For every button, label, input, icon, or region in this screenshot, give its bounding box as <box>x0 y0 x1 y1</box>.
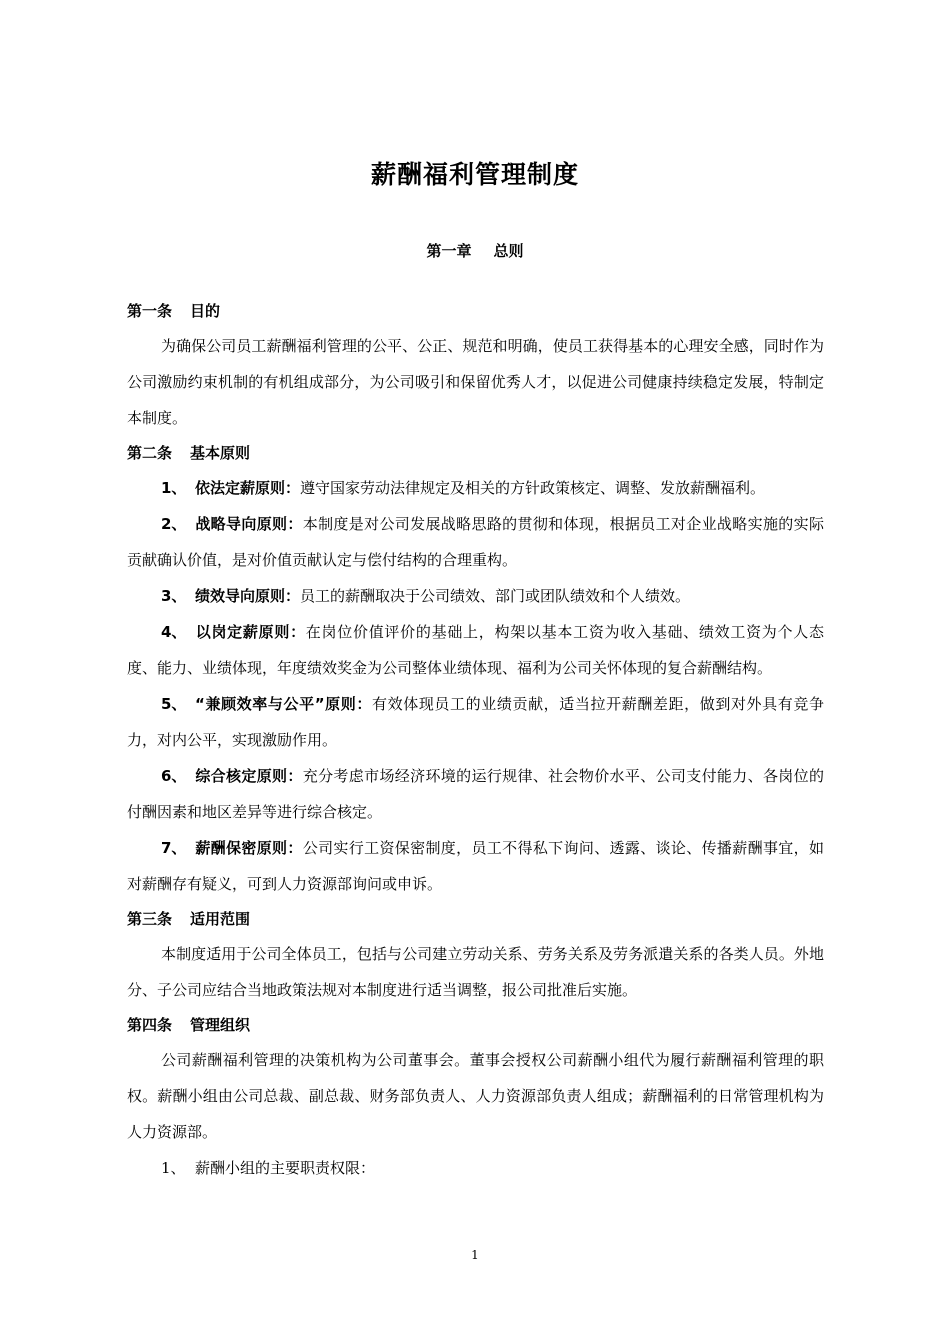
document-body <box>127 294 824 1186</box>
article-heading <box>127 902 824 936</box>
paragraph: 本制度适用于公司全体员工，包括与公司建立劳动关系、劳务关系及劳务派遣关系的各类人员。外地分、子公司应结合当地政策法规对本制度进行适当调整，报公司批准后实施。 <box>127 945 824 999</box>
article-name: 管理组织 <box>190 1016 251 1034</box>
item-text: 充分考虑市场经济环境的运行规律、社会物价水平、公司支付能力、各岗位的付酬因素和地区差异等进行综合核定。 <box>127 767 824 821</box>
chapter-name: 总则 <box>493 242 524 260</box>
item-text: 薪酬小组的主要职责权限： <box>195 1159 376 1177</box>
list-item <box>127 830 824 902</box>
list-item <box>127 758 824 830</box>
article-heading <box>127 294 824 328</box>
paragraph: 为确保公司员工薪酬福利管理的公平、公正、规范和明确，使员工获得基本的心理安全感，同时作为公司激励约束机制的有机组成部分，为公司吸引和保留优秀人才，以促进公司健康持续稳定发展，特制定本制度。 <box>127 337 824 427</box>
article-number: 第二条 <box>127 444 173 462</box>
item-lead: 薪酬保密原则： <box>195 839 303 857</box>
article-name: 目的 <box>190 302 221 320</box>
item-number: 4、 <box>161 623 187 641</box>
chapter-heading <box>0 240 950 261</box>
list-item <box>127 470 824 506</box>
item-number: 1、 <box>161 1159 186 1177</box>
document-title: 薪酬福利管理制度 <box>370 160 579 189</box>
item-number: 3、 <box>161 587 187 605</box>
item-lead: 战略导向原则： <box>195 515 303 533</box>
page-number: 1 <box>471 1248 479 1262</box>
item-number: 7、 <box>161 839 187 857</box>
list-item <box>127 614 824 686</box>
paragraph: 公司薪酬福利管理的决策机构为公司董事会。董事会授权公司薪酬小组代为履行薪酬福利管理的职权。薪酬小组由公司总裁、副总裁、财务部负责人、人力资源部负责人组成；薪酬福利的日常管理机构为人力资源部。 <box>127 1051 824 1141</box>
article-number: 第四条 <box>127 1016 173 1034</box>
item-text: 在岗位价值评价的基础上，构架以基本工资为收入基础、绩效工资为个人态度、能力、业绩体现，年度绩效奖金为公司整体业绩体现、福利为公司关怀体现的复合薪酬结构。 <box>127 623 824 677</box>
item-text: 公司实行工资保密制度，员工不得私下询问、透露、谈论、传播薪酬事宜，如对薪酬存有疑义，可到人力资源部询问或申诉。 <box>127 839 824 893</box>
chapter-number: 第一章 <box>426 242 472 260</box>
item-lead: 依法定薪原则： <box>195 479 301 497</box>
item-number: 1、 <box>161 479 187 497</box>
item-text: 遵守国家劳动法律规定及相关的方针政策核定、调整、发放薪酬福利。 <box>300 479 766 497</box>
list-item <box>127 686 824 758</box>
item-text: 有效体现员工的业绩贡献，适当拉开薪酬差距，做到对外具有竞争力，对内公平，实现激励作用。 <box>127 695 824 749</box>
item-number: 6、 <box>161 767 187 785</box>
item-lead: 综合核定原则： <box>195 767 303 785</box>
article-number: 第三条 <box>127 910 173 928</box>
item-text: 员工的薪酬取决于公司绩效、部门或团队绩效和个人绩效。 <box>300 587 691 605</box>
article-number: 第一条 <box>127 302 173 320</box>
list-item <box>127 578 824 614</box>
item-lead: 绩效导向原则： <box>195 587 301 605</box>
item-number: 2、 <box>161 515 187 533</box>
item-lead: “兼顾效率与公平”原则： <box>195 695 372 713</box>
article-heading <box>127 1008 824 1042</box>
article-heading <box>127 436 824 470</box>
article-name: 基本原则 <box>190 444 251 462</box>
item-text: 本制度是对公司发展战略思路的贯彻和体现，根据员工对企业战略实施的实际贡献确认价值，是对价值贡献认定与偿付结构的合理重构。 <box>127 515 824 569</box>
article-name: 适用范围 <box>190 910 251 928</box>
list-item <box>127 1150 824 1186</box>
item-lead: 以岗定薪原则： <box>195 623 306 641</box>
item-number: 5、 <box>161 695 187 713</box>
list-item <box>127 506 824 578</box>
